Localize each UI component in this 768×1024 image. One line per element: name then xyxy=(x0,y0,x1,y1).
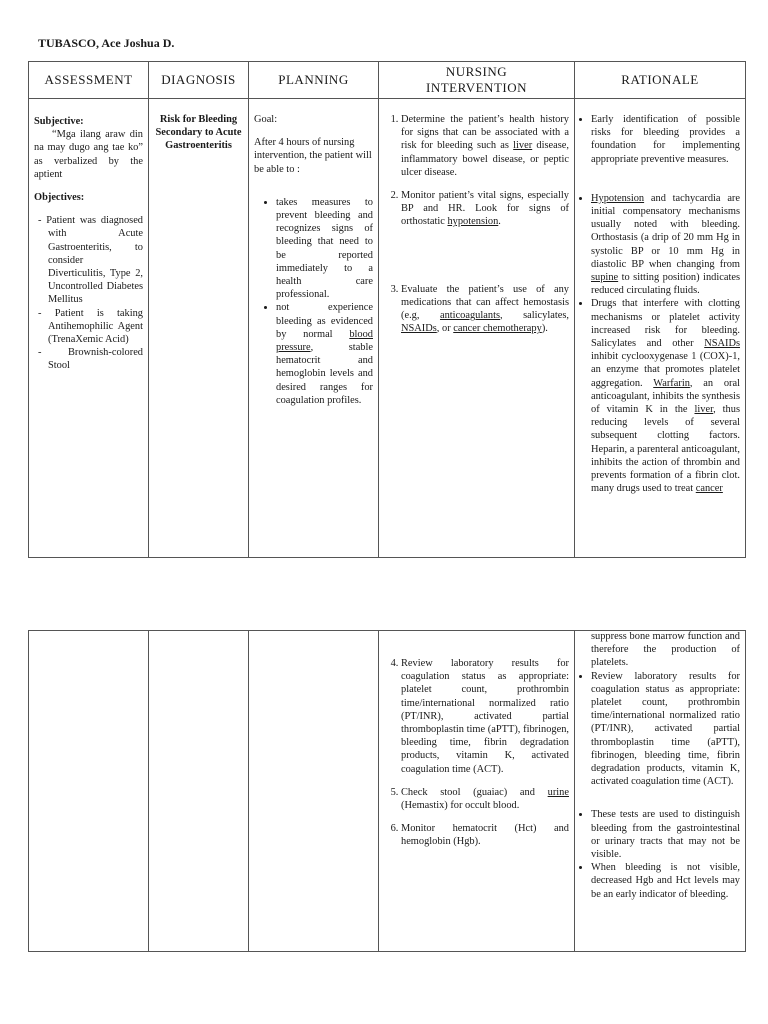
diagnosis-cell-cont xyxy=(149,631,249,952)
intervention-item-1: 1. Determine the patient’s health history for signs that can be associated with a risk for bleeding such as liver disease, inflammatory bowel disease, or peptic ulcer disease. xyxy=(401,113,569,179)
intervention-item-5: 5. Check stool (guaiac) and urine (Hemastix) for occult blood. xyxy=(401,786,569,812)
assessment-cell-cont xyxy=(29,631,149,952)
intervention-cell-cont xyxy=(379,631,575,952)
planning-outcome-item: • takes measures to prevent bleeding and recognizes signs of bleeding that need to be reported immediately to a health care professional. xyxy=(276,196,373,302)
goal-label: Goal: xyxy=(254,114,278,125)
planning-cell xyxy=(249,99,379,558)
rationale-cell-cont xyxy=(575,631,746,952)
intervention-item-2: 2. Monitor patient’s vital signs, especially BP and HR. Look for signs of orthostatic hypotension. xyxy=(401,189,569,229)
rationale-item-3-cont: suppress bone marrow function and therefore the production of platelets. xyxy=(591,631,740,669)
goal-text: After 4 hours of nursing intervention, the patient will be able to : xyxy=(254,137,372,175)
subjective-text: “Mga ilang araw din na may dugo ang tae ko” as verbalized by the aptient xyxy=(34,129,143,180)
rationale-item-3: • Drugs that interfere with clotting mechanisms or platelet activity increased risk for bleeding. Salicylates and other NSAIDs inhibit cyclooxygenase 1 (COX)-1, an enzyme that promotes platelet aggregation. Warfarin, an oral anticoagulant, inhibits the synthesis of vitamin K in the liver, thus reducing levels of several subsequent clotting factors. Heparin, a parenteral anticoagulant, inhibits the action of thrombin and prevents formation of a fibrin clot. many drugs used to treat cancer xyxy=(591,297,740,495)
rationale-item-5: • These tests are used to distinguish bleeding from the gastrointestinal or urinary tracts that may not be visible. xyxy=(591,808,740,861)
rationale-item-1: • Early identification of possible risks for bleeding provides a foundation for implementing appropriate preventive measures. xyxy=(591,113,740,166)
objective-item: - Patient is taking Antihemophilic Agent (TrenaXemic Acid) xyxy=(38,307,143,347)
assessment-cell xyxy=(29,99,149,558)
objective-item: - Brownish-colored Stool xyxy=(38,346,143,372)
care-plan-table-page1 xyxy=(28,61,746,558)
rationale-cell xyxy=(575,99,746,558)
intervention-item-4: 4. Review laboratory results for coagulation status as appropriate: platelet count, prothrombin time/international normalized ratio (PT/INR), activated partial thromboplastin time (aPTT), fibrinogen, bleeding time, fibrin degradation products, vitamin K, activated coagulation time (ACT). xyxy=(401,657,569,776)
header-diagnosis: DIAGNOSIS xyxy=(149,62,249,99)
rationale-item-6: • When bleeding is not visible, decreased Hgb and Hct levels may be an early indicator of bleeding. xyxy=(591,861,740,901)
header-assessment: ASSESSMENT xyxy=(29,62,149,99)
header-planning: PLANNING xyxy=(249,62,379,99)
care-plan-table-page2 xyxy=(28,630,746,952)
rationale-item-4: • Review laboratory results for coagulation status as appropriate: platelet count, prothrombin time/international normalized ratio (PT/INR), activated partial thromboplastin time (aPTT), fibrinogen, bleeding time, fibrin degradation products, vitamin K, activated coagulation time (ACT). xyxy=(591,670,740,789)
author-name: TUBASCO, Ace Joshua D. xyxy=(38,36,175,50)
diagnosis-cell xyxy=(149,99,249,558)
objectives-label: Objectives: xyxy=(34,192,85,204)
planning-cell-cont xyxy=(249,631,379,952)
rationale-item-2: • Hypotension and tachycardia are initial compensatory mechanisms usually noted with bleeding. Orthostasis (a drip of 20 mm Hg in systolic BP or 10 mm Hg in diastolic BP when changing from supine to sitting position) indicates reduced circulating fluids. xyxy=(591,192,740,298)
subjective-label: Subjective: xyxy=(34,116,84,127)
intervention-cell xyxy=(379,99,575,558)
intervention-item-3: 3. Evaluate the patient’s use of any medications that can affect hemostasis (e.g, anticoagulants, salicylates, NSAIDs, or cancer chemotherapy). xyxy=(401,283,569,336)
header-rationale: RATIONALE xyxy=(575,62,746,99)
planning-outcome-item: • not experience bleeding as evidenced by normal blood pressure, stable hematocrit and hemoglobin levels and desired ranges for coagulation profiles. xyxy=(276,301,373,407)
header-nursing-intervention: NURSING INTERVENTION xyxy=(379,62,575,99)
objective-item: - Patient was diagnosed with Acute Gastroenteritis, to consider Diverticulitis, Type 2, Uncontrolled Diabetes Mellitus xyxy=(38,214,143,306)
intervention-item-6: 6. Monitor hematocrit (Hct) and hemoglobin (Hgb). xyxy=(401,822,569,848)
diagnosis-text: Risk for Bleeding Secondary to Acute Gastroenteritis xyxy=(155,114,242,152)
